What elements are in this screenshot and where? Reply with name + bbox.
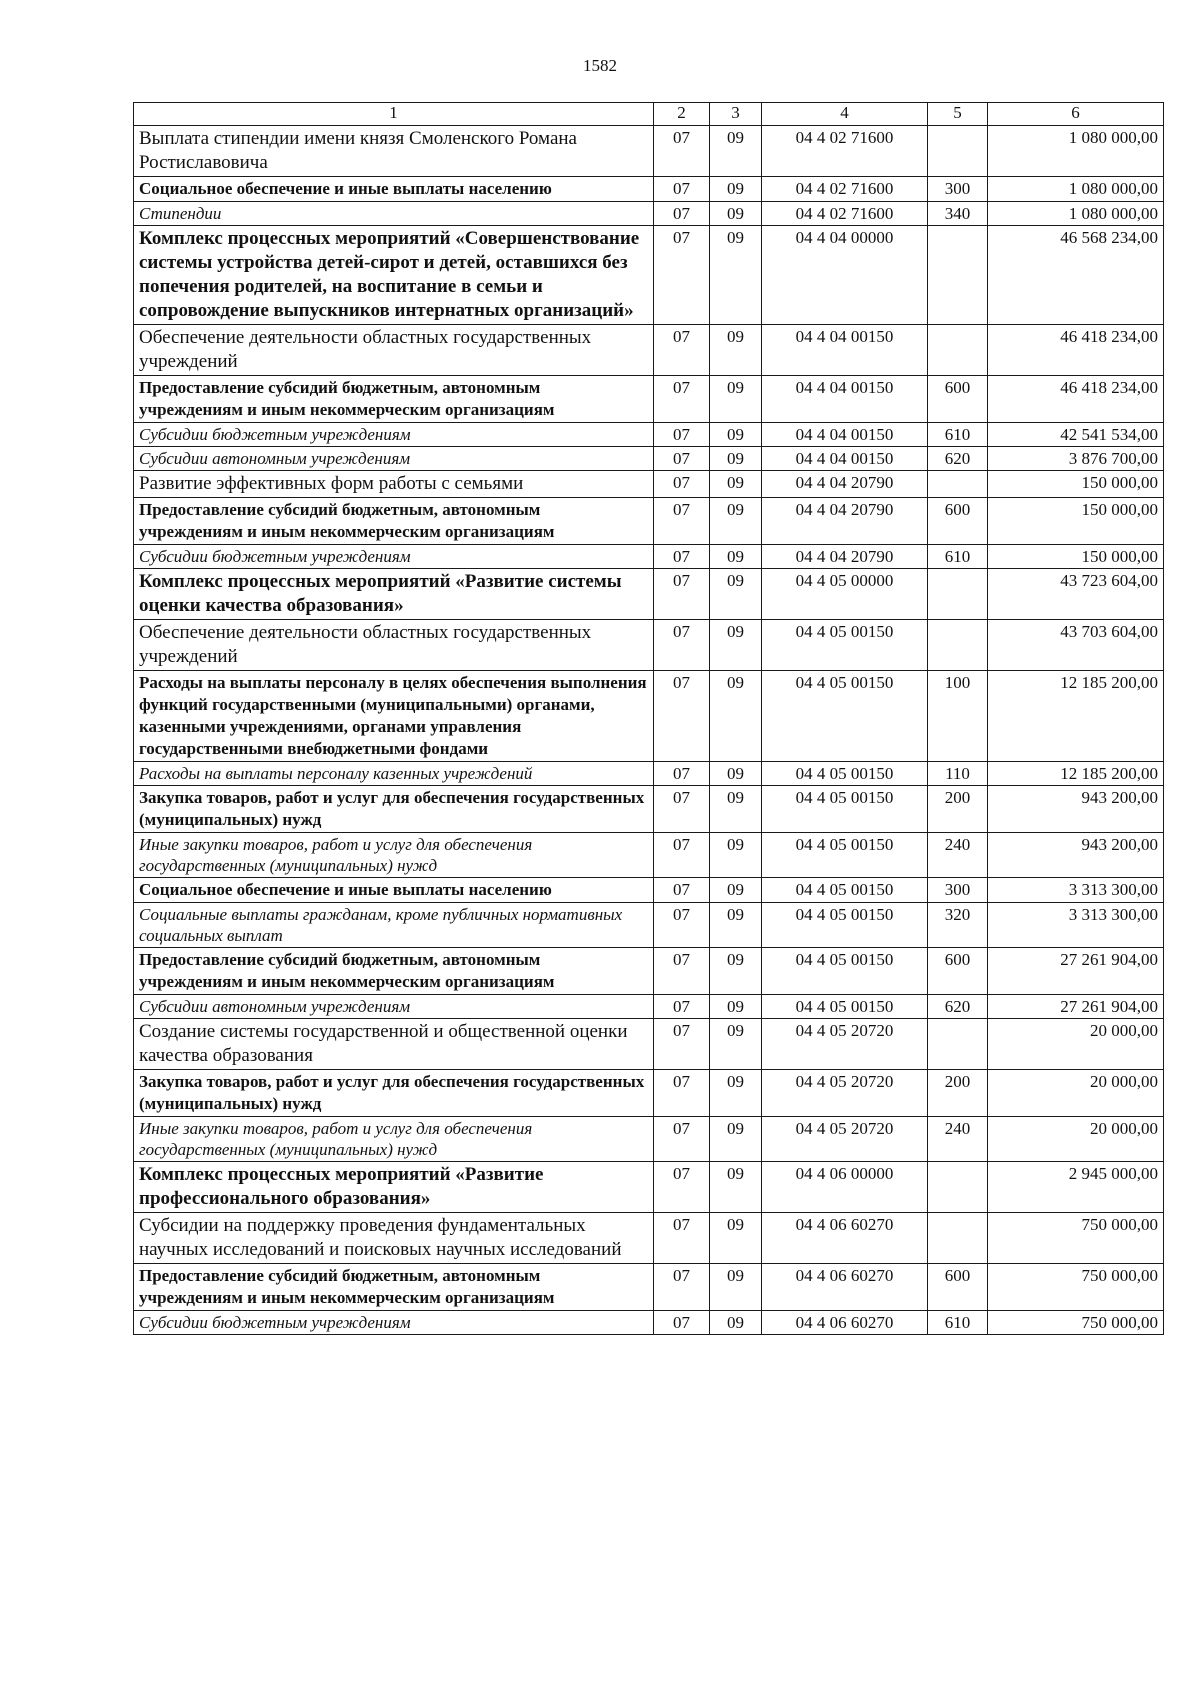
section-code-cell: 07: [654, 620, 710, 671]
target-article-cell: 04 4 06 60270: [762, 1264, 928, 1311]
row-name-cell: Расходы на выплаты персоналу казенных учреждений: [134, 762, 654, 786]
row-name-cell: Субсидии бюджетным учреждениям: [134, 423, 654, 447]
table-row: [134, 620, 1164, 671]
subsection-code-cell: 09: [710, 1070, 762, 1117]
amount-cell: 3 876 700,00: [988, 447, 1164, 471]
amount-cell: 150 000,00: [988, 545, 1164, 569]
amount-cell: 12 185 200,00: [988, 762, 1164, 786]
expense-type-cell: 100: [928, 671, 988, 762]
section-code-cell: 07: [654, 498, 710, 545]
subsection-code-cell: 09: [710, 948, 762, 995]
target-article-cell: 04 4 02 71600: [762, 126, 928, 177]
header-cell-1: 1: [134, 103, 654, 126]
section-code-cell: 07: [654, 177, 710, 202]
expense-type-cell: 240: [928, 1117, 988, 1162]
row-name-cell: Обеспечение деятельности областных государственных учреждений: [134, 620, 654, 671]
section-code-cell: 07: [654, 376, 710, 423]
row-name-cell: Выплата стипендии имени князя Смоленского Романа Ростиславовича: [134, 126, 654, 177]
target-article-cell: 04 4 02 71600: [762, 177, 928, 202]
table-row: [134, 545, 1164, 569]
table-row: [134, 762, 1164, 786]
target-article-cell: 04 4 04 00150: [762, 423, 928, 447]
expense-type-cell: 610: [928, 1311, 988, 1335]
table-row: [134, 423, 1164, 447]
table-row: [134, 1162, 1164, 1213]
row-name-cell: Комплекс процессных мероприятий «Развитие профессионального образования»: [134, 1162, 654, 1213]
table-row: [134, 376, 1164, 423]
section-code-cell: 07: [654, 423, 710, 447]
row-name-cell: Иные закупки товаров, работ и услуг для обеспечения государственных (муниципальных) нужд: [134, 1117, 654, 1162]
row-name-cell: Предоставление субсидий бюджетным, автономным учреждениям и иным некоммерческим организациям: [134, 1264, 654, 1311]
amount-cell: 12 185 200,00: [988, 671, 1164, 762]
target-article-cell: 04 4 06 60270: [762, 1311, 928, 1335]
amount-cell: 42 541 534,00: [988, 423, 1164, 447]
expense-type-cell: 620: [928, 995, 988, 1019]
subsection-code-cell: 09: [710, 545, 762, 569]
row-name-cell: Развитие эффективных форм работы с семьями: [134, 471, 654, 498]
target-article-cell: 04 4 05 00150: [762, 833, 928, 878]
table-row: [134, 498, 1164, 545]
target-article-cell: 04 4 02 71600: [762, 202, 928, 226]
target-article-cell: 04 4 05 00150: [762, 948, 928, 995]
section-code-cell: 07: [654, 995, 710, 1019]
expense-type-cell: [928, 1162, 988, 1213]
amount-cell: 2 945 000,00: [988, 1162, 1164, 1213]
table-row: [134, 878, 1164, 903]
target-article-cell: 04 4 06 60270: [762, 1213, 928, 1264]
table-row: [134, 471, 1164, 498]
amount-cell: 750 000,00: [988, 1213, 1164, 1264]
subsection-code-cell: 09: [710, 471, 762, 498]
row-name-cell: Закупка товаров, работ и услуг для обеспечения государственных (муниципальных) нужд: [134, 1070, 654, 1117]
amount-cell: 46 418 234,00: [988, 325, 1164, 376]
expense-type-cell: 610: [928, 545, 988, 569]
row-name-cell: Предоставление субсидий бюджетным, автономным учреждениям и иным некоммерческим организациям: [134, 498, 654, 545]
expense-type-cell: [928, 325, 988, 376]
section-code-cell: 07: [654, 1162, 710, 1213]
expense-type-cell: 200: [928, 786, 988, 833]
expense-type-cell: 620: [928, 447, 988, 471]
target-article-cell: 04 4 04 20790: [762, 471, 928, 498]
subsection-code-cell: 09: [710, 376, 762, 423]
expense-type-cell: [928, 126, 988, 177]
row-name-cell: Обеспечение деятельности областных государственных учреждений: [134, 325, 654, 376]
expense-type-cell: [928, 226, 988, 325]
amount-cell: 750 000,00: [988, 1311, 1164, 1335]
amount-cell: 43 723 604,00: [988, 569, 1164, 620]
target-article-cell: 04 4 05 00150: [762, 878, 928, 903]
header-cell-5: 5: [928, 103, 988, 126]
expense-type-cell: [928, 1019, 988, 1070]
subsection-code-cell: 09: [710, 126, 762, 177]
subsection-code-cell: 09: [710, 1213, 762, 1264]
expense-type-cell: 610: [928, 423, 988, 447]
target-article-cell: 04 4 04 20790: [762, 498, 928, 545]
header-cell-6: 6: [988, 103, 1164, 126]
amount-cell: 27 261 904,00: [988, 948, 1164, 995]
amount-cell: 150 000,00: [988, 498, 1164, 545]
table-row: [134, 1213, 1164, 1264]
subsection-code-cell: 09: [710, 1264, 762, 1311]
section-code-cell: 07: [654, 569, 710, 620]
target-article-cell: 04 4 05 00150: [762, 903, 928, 948]
table-row: [134, 177, 1164, 202]
amount-cell: 3 313 300,00: [988, 903, 1164, 948]
table-body: [134, 126, 1164, 1335]
row-name-cell: Расходы на выплаты персоналу в целях обеспечения выполнения функций государственными (муниципальными) органами, казенными учреждениями, органами управления государственными внебюджетными фондами: [134, 671, 654, 762]
target-article-cell: 04 4 05 00150: [762, 995, 928, 1019]
target-article-cell: 04 4 04 00150: [762, 376, 928, 423]
amount-cell: 1 080 000,00: [988, 202, 1164, 226]
table-row: [134, 671, 1164, 762]
row-name-cell: Социальное обеспечение и иные выплаты населению: [134, 177, 654, 202]
section-code-cell: 07: [654, 833, 710, 878]
table-row: [134, 325, 1164, 376]
row-name-cell: Создание системы государственной и общественной оценки качества образования: [134, 1019, 654, 1070]
section-code-cell: 07: [654, 202, 710, 226]
section-code-cell: 07: [654, 671, 710, 762]
section-code-cell: 07: [654, 471, 710, 498]
page-number: 1582: [583, 56, 617, 75]
target-article-cell: 04 4 05 20720: [762, 1117, 928, 1162]
expense-type-cell: 300: [928, 878, 988, 903]
expense-type-cell: [928, 620, 988, 671]
subsection-code-cell: 09: [710, 226, 762, 325]
target-article-cell: 04 4 04 00150: [762, 325, 928, 376]
amount-cell: 20 000,00: [988, 1019, 1164, 1070]
table-row: [134, 226, 1164, 325]
table-row: [134, 786, 1164, 833]
subsection-code-cell: 09: [710, 202, 762, 226]
expense-type-cell: 200: [928, 1070, 988, 1117]
table-row: [134, 569, 1164, 620]
subsection-code-cell: 09: [710, 1311, 762, 1335]
section-code-cell: 07: [654, 126, 710, 177]
subsection-code-cell: 09: [710, 177, 762, 202]
target-article-cell: 04 4 04 00150: [762, 447, 928, 471]
section-code-cell: 07: [654, 1213, 710, 1264]
target-article-cell: 04 4 05 00150: [762, 620, 928, 671]
amount-cell: 46 568 234,00: [988, 226, 1164, 325]
expense-type-cell: 110: [928, 762, 988, 786]
subsection-code-cell: 09: [710, 903, 762, 948]
table-row: [134, 1117, 1164, 1162]
amount-cell: 3 313 300,00: [988, 878, 1164, 903]
subsection-code-cell: 09: [710, 671, 762, 762]
amount-cell: 27 261 904,00: [988, 995, 1164, 1019]
header-row: [134, 103, 1164, 126]
subsection-code-cell: 09: [710, 1019, 762, 1070]
section-code-cell: 07: [654, 1019, 710, 1070]
header-cell-4: 4: [762, 103, 928, 126]
row-name-cell: Социальные выплаты гражданам, кроме публичных нормативных социальных выплат: [134, 903, 654, 948]
table-row: [134, 903, 1164, 948]
table-row: [134, 126, 1164, 177]
row-name-cell: Иные закупки товаров, работ и услуг для обеспечения государственных (муниципальных) нужд: [134, 833, 654, 878]
subsection-code-cell: 09: [710, 1162, 762, 1213]
budget-table: [133, 102, 1164, 1335]
section-code-cell: 07: [654, 325, 710, 376]
row-name-cell: Субсидии бюджетным учреждениям: [134, 545, 654, 569]
header-cell-2: 2: [654, 103, 710, 126]
target-article-cell: 04 4 06 00000: [762, 1162, 928, 1213]
expense-type-cell: 320: [928, 903, 988, 948]
expense-type-cell: 600: [928, 498, 988, 545]
expense-type-cell: 340: [928, 202, 988, 226]
amount-cell: 943 200,00: [988, 833, 1164, 878]
target-article-cell: 04 4 04 00000: [762, 226, 928, 325]
section-code-cell: 07: [654, 1264, 710, 1311]
table-row: [134, 1070, 1164, 1117]
row-name-cell: Стипендии: [134, 202, 654, 226]
section-code-cell: 07: [654, 1070, 710, 1117]
amount-cell: 20 000,00: [988, 1070, 1164, 1117]
section-code-cell: 07: [654, 226, 710, 325]
amount-cell: 1 080 000,00: [988, 177, 1164, 202]
expense-type-cell: [928, 569, 988, 620]
table-row: [134, 948, 1164, 995]
expense-type-cell: 300: [928, 177, 988, 202]
subsection-code-cell: 09: [710, 423, 762, 447]
table-row: [134, 202, 1164, 226]
target-article-cell: 04 4 04 20790: [762, 545, 928, 569]
amount-cell: 46 418 234,00: [988, 376, 1164, 423]
subsection-code-cell: 09: [710, 569, 762, 620]
section-code-cell: 07: [654, 1117, 710, 1162]
row-name-cell: Закупка товаров, работ и услуг для обеспечения государственных (муниципальных) нужд: [134, 786, 654, 833]
target-article-cell: 04 4 05 20720: [762, 1070, 928, 1117]
section-code-cell: 07: [654, 762, 710, 786]
section-code-cell: 07: [654, 447, 710, 471]
expense-type-cell: 240: [928, 833, 988, 878]
target-article-cell: 04 4 05 00150: [762, 762, 928, 786]
row-name-cell: Предоставление субсидий бюджетным, автономным учреждениям и иным некоммерческим организациям: [134, 948, 654, 995]
amount-cell: 43 703 604,00: [988, 620, 1164, 671]
amount-cell: 943 200,00: [988, 786, 1164, 833]
row-name-cell: Предоставление субсидий бюджетным, автономным учреждениям и иным некоммерческим организациям: [134, 376, 654, 423]
row-name-cell: Субсидии на поддержку проведения фундаментальных научных исследований и поисковых научных исследований: [134, 1213, 654, 1264]
table-row: [134, 995, 1164, 1019]
target-article-cell: 04 4 05 00000: [762, 569, 928, 620]
expense-type-cell: 600: [928, 376, 988, 423]
subsection-code-cell: 09: [710, 1117, 762, 1162]
table-row: [134, 833, 1164, 878]
row-name-cell: Субсидии бюджетным учреждениям: [134, 1311, 654, 1335]
expense-type-cell: [928, 471, 988, 498]
subsection-code-cell: 09: [710, 878, 762, 903]
amount-cell: 750 000,00: [988, 1264, 1164, 1311]
header-cell-3: 3: [710, 103, 762, 126]
table-row: [134, 447, 1164, 471]
section-code-cell: 07: [654, 786, 710, 833]
section-code-cell: 07: [654, 878, 710, 903]
row-name-cell: Комплекс процессных мероприятий «Развитие системы оценки качества образования»: [134, 569, 654, 620]
target-article-cell: 04 4 05 20720: [762, 1019, 928, 1070]
amount-cell: 20 000,00: [988, 1117, 1164, 1162]
subsection-code-cell: 09: [710, 833, 762, 878]
subsection-code-cell: 09: [710, 620, 762, 671]
target-article-cell: 04 4 05 00150: [762, 786, 928, 833]
section-code-cell: 07: [654, 903, 710, 948]
subsection-code-cell: 09: [710, 786, 762, 833]
section-code-cell: 07: [654, 1311, 710, 1335]
row-name-cell: Социальное обеспечение и иные выплаты населению: [134, 878, 654, 903]
subsection-code-cell: 09: [710, 762, 762, 786]
expense-type-cell: 600: [928, 1264, 988, 1311]
subsection-code-cell: 09: [710, 447, 762, 471]
amount-cell: 150 000,00: [988, 471, 1164, 498]
row-name-cell: Комплекс процессных мероприятий «Совершенствование системы устройства детей-сирот и детей, оставшихся без попечения родителей, на воспитание в семьи и сопровождение выпускников интернатных организаций»: [134, 226, 654, 325]
table-row: [134, 1311, 1164, 1335]
subsection-code-cell: 09: [710, 498, 762, 545]
expense-type-cell: [928, 1213, 988, 1264]
row-name-cell: Субсидии автономным учреждениям: [134, 447, 654, 471]
subsection-code-cell: 09: [710, 325, 762, 376]
amount-cell: 1 080 000,00: [988, 126, 1164, 177]
row-name-cell: Субсидии автономным учреждениям: [134, 995, 654, 1019]
table-row: [134, 1019, 1164, 1070]
expense-type-cell: 600: [928, 948, 988, 995]
section-code-cell: 07: [654, 545, 710, 569]
table-row: [134, 1264, 1164, 1311]
target-article-cell: 04 4 05 00150: [762, 671, 928, 762]
subsection-code-cell: 09: [710, 995, 762, 1019]
section-code-cell: 07: [654, 948, 710, 995]
